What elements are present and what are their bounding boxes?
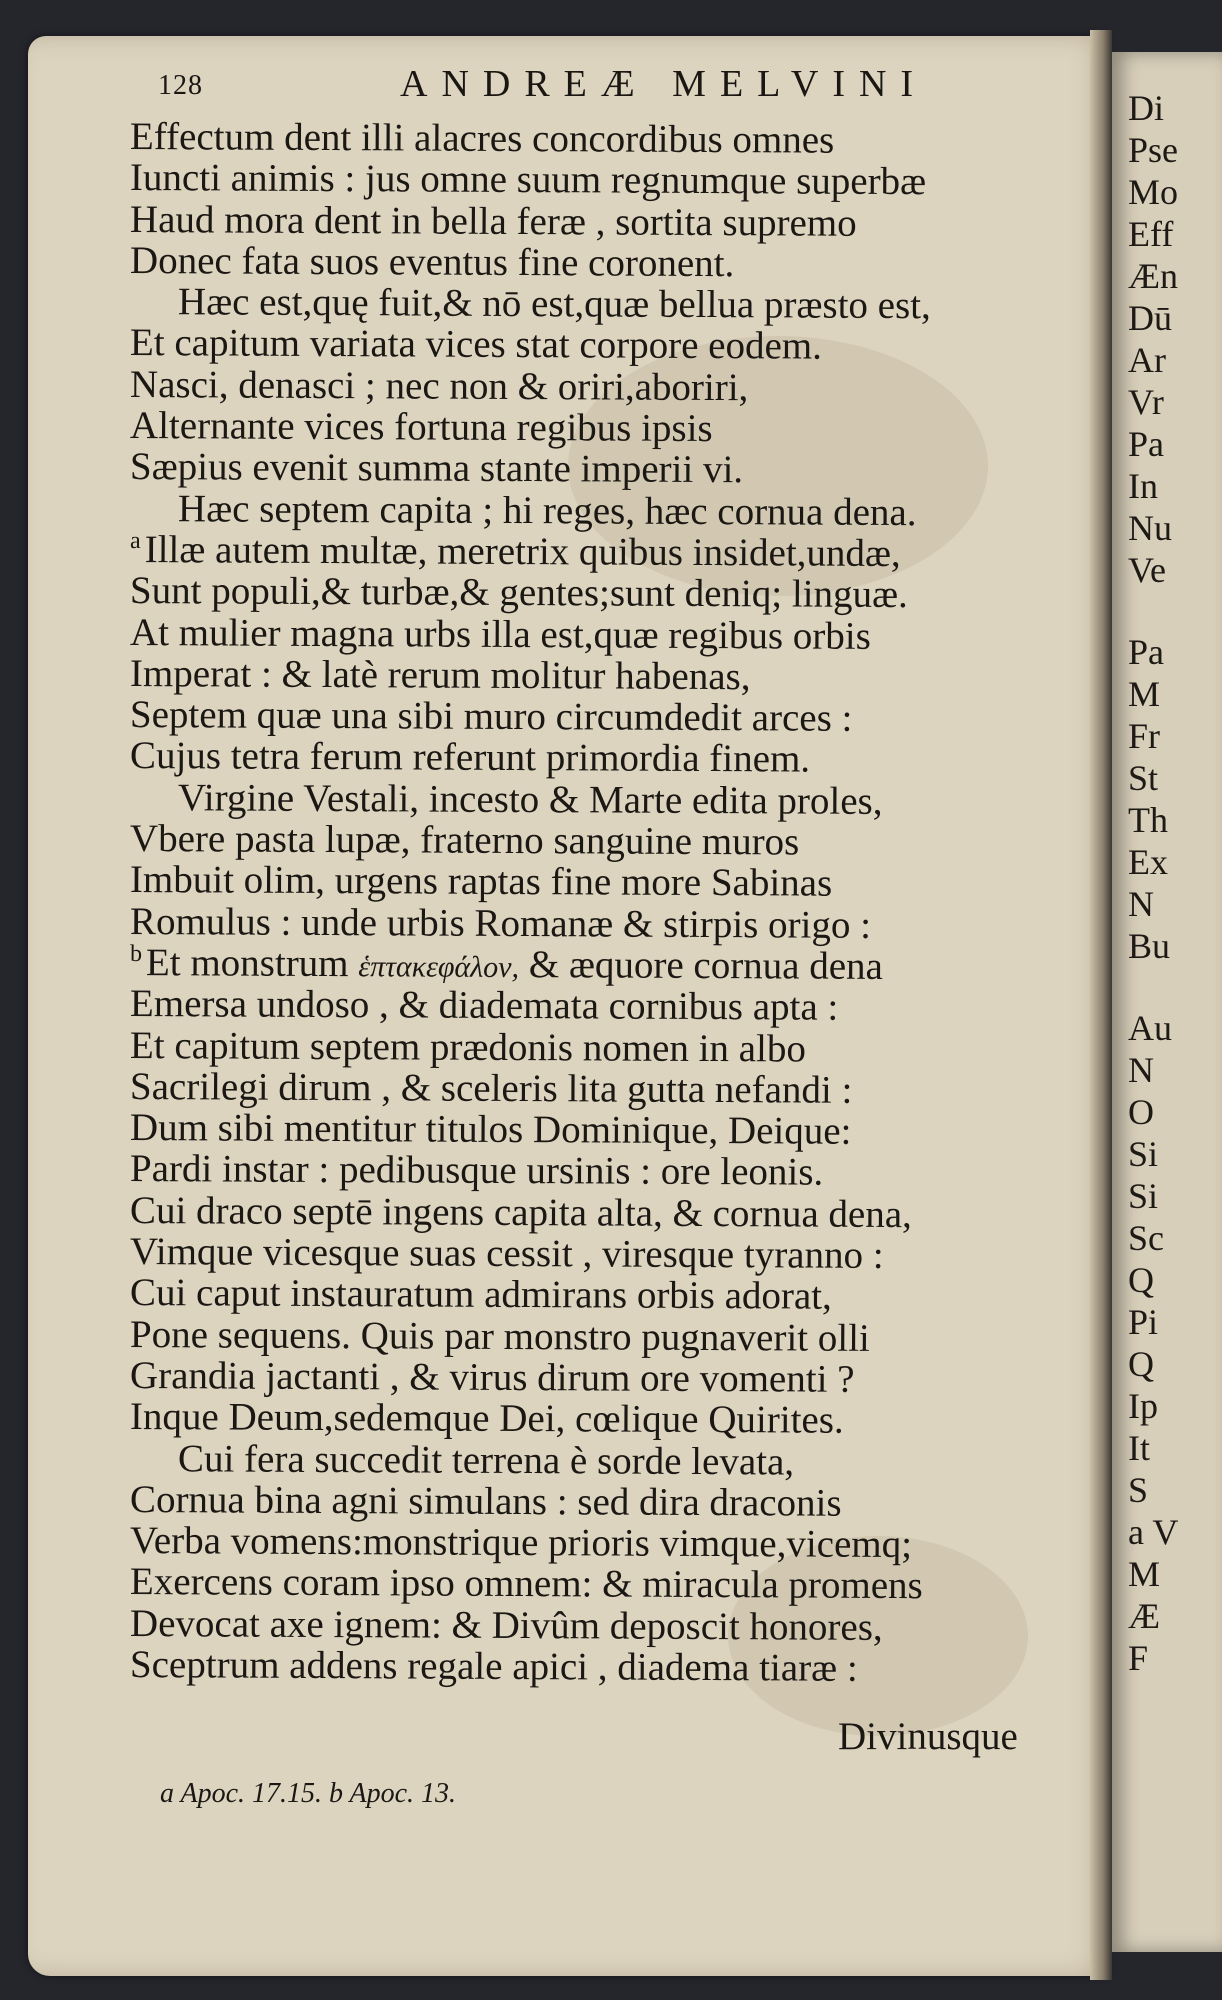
running-title: ANDREÆ MELVINI (400, 63, 928, 105)
facing-page-fragment: a V (1128, 1512, 1179, 1552)
facing-page-fragment: It (1128, 1428, 1150, 1468)
line-text: Alternante vices fortuna regibus ipsis (129, 404, 713, 451)
text-line (130, 529, 1090, 575)
facing-page-fragment: Bu (1128, 926, 1171, 966)
line-text: Romulus : unde urbis Romanæ & stirpis origo : (129, 899, 872, 947)
line-text: Sunt populi,& turbæ,& gentes;sunt deniq; linguæ. (129, 569, 908, 617)
text-line (130, 1272, 1090, 1318)
line-text: Devocat axe ignem: & Divûm deposcit honores, (129, 1601, 883, 1649)
text-line (130, 1190, 1090, 1236)
text-line (130, 983, 1090, 1029)
text-line (130, 694, 1090, 740)
line-text: Sacrilegi dirum , & sceleris lita gutta nefandi : (129, 1064, 853, 1112)
facing-page-fragment: Si (1128, 1134, 1159, 1174)
line-text: Vimque vicesque suas cessit , viresque tyranno : (129, 1230, 884, 1277)
text-line (130, 1479, 1090, 1525)
line-text: Donec fata suos eventus fine coronent. (129, 238, 735, 286)
text-line (130, 1148, 1090, 1194)
text-line (130, 818, 1090, 864)
line-text: Cujus tetra ferum referunt primordia finem. (129, 734, 811, 782)
text-line (130, 488, 1090, 534)
line-text: Pardi instar : pedibusque ursinis : ore leonis. (129, 1147, 824, 1195)
text-line (130, 653, 1090, 699)
facing-page-fragment: Fr (1128, 716, 1161, 756)
line-text: Imbuit olim, urgens raptas fine more Sabinas (129, 858, 833, 906)
line-text: Cornua bina agni simulans : sed dira draconis (129, 1477, 842, 1525)
text-line (130, 446, 1090, 492)
facing-page-fragment: Pi (1128, 1302, 1159, 1342)
facing-page-fragment: Dū (1128, 298, 1172, 338)
facing-page-fragment: In (1128, 466, 1158, 506)
line-text: Sæpius evenit summa stante imperii vi. (129, 445, 744, 492)
line-text: Vbere pasta lupæ, fraterno sanguine muros (129, 817, 800, 864)
text-line (130, 1438, 1090, 1484)
footnotes: a Apoc. 17.15. b Apoc. 13. (160, 1778, 457, 1809)
text-line (130, 1066, 1090, 1112)
facing-page-fragment: Ve (1128, 550, 1166, 590)
line-text: Sceptrum addens regale apici , diadema tiaræ : (129, 1642, 858, 1690)
line-text: Cui fera succedit terrena è sorde levata, (177, 1436, 795, 1483)
line-text: Et monstrum (145, 941, 349, 986)
facing-page-fragment: Di (1128, 88, 1164, 128)
page-number: 128 (158, 70, 203, 101)
page-header (150, 62, 990, 112)
text-line (130, 1314, 1090, 1360)
facing-page-fragment: Vr (1128, 382, 1164, 422)
text-line (130, 364, 1090, 410)
line-text: Virgine Vestali, incesto & Marte edita proles, (177, 776, 883, 823)
text-line (130, 1107, 1090, 1153)
facing-page-fragment: Pa (1128, 632, 1164, 672)
line-text: Effectum dent illi alacres concordibus omnes (129, 115, 835, 162)
text-line (130, 570, 1090, 616)
facing-page-fragment: Q (1128, 1344, 1154, 1384)
text-line (130, 1231, 1090, 1277)
text-line (130, 1025, 1090, 1071)
facing-page-fragment: Ex (1128, 842, 1168, 882)
line-text: Pone sequens. Quis par monstro pugnaverit olli (129, 1312, 870, 1360)
greek-word: ἑπτακεφάλον, (358, 950, 520, 984)
text-line (130, 859, 1090, 905)
note-marker: b (129, 940, 143, 968)
line-text: Illæ autem multæ, meretrix quibus insidet,undæ, (144, 528, 901, 576)
facing-page-fragment: St (1128, 758, 1159, 798)
text-line (130, 1520, 1090, 1566)
facing-page-fragment: S (1128, 1470, 1149, 1510)
text-line (130, 1396, 1090, 1442)
line-text: Cui caput instauratum admirans orbis adorat, (129, 1271, 832, 1318)
text-line (130, 1644, 1090, 1690)
text-line (130, 777, 1090, 823)
text-line (130, 942, 1090, 988)
facing-page-fragment: Eff (1128, 214, 1174, 254)
line-text: Verba vomens:monstrique prioris vimque,vicemq; (129, 1519, 913, 1567)
text-line (130, 901, 1090, 947)
facing-page-fragment: O (1128, 1092, 1154, 1132)
facing-page-fragment: Th (1128, 800, 1168, 840)
line-text: Septem quæ una sibi muro circumdedit arces : (129, 693, 853, 740)
catchword: Divinusque (838, 1715, 1018, 1758)
facing-page-fragment: Si (1128, 1176, 1159, 1216)
text-line (130, 1603, 1090, 1649)
facing-page-fragment: Æn (1128, 256, 1179, 296)
line-text: Nasci, denasci ; nec non & oriri,aboriri, (129, 362, 749, 410)
note-marker: a (129, 527, 141, 555)
line-text: Imperat : & latè rerum molitur habenas, (129, 651, 751, 699)
line-text: Emersa undoso , & diademata cornibus apta : (129, 982, 839, 1029)
facing-page-fragment: N (1128, 1050, 1154, 1090)
text-line (130, 735, 1090, 781)
line-text: Hæc est,quę fuit,& nō est,quæ bellua præsto est, (177, 280, 931, 328)
line-text: Inque Deum,sedemque Dei, cœlique Quirites. (129, 1395, 844, 1442)
facing-page-fragment: Q (1128, 1260, 1154, 1300)
poem-text (129, 115, 1090, 1690)
line-text: At mulier magna urbs illa est,quæ regibus orbis (129, 610, 871, 658)
facing-page-fragment: Sc (1128, 1218, 1164, 1258)
line-text: Hæc septem capita ; hi reges, hæc cornua dena. (177, 486, 917, 534)
text-line (130, 1561, 1090, 1607)
text-line (130, 1355, 1090, 1401)
facing-page-fragment: N (1128, 884, 1154, 924)
facing-page-fragment: Pa (1128, 424, 1164, 464)
facing-page-fragment: Nu (1128, 508, 1172, 548)
line-text: Grandia jactanti , & virus dirum ore vomenti ? (129, 1353, 855, 1401)
facing-page-fragment: Ar (1128, 340, 1166, 380)
text-line (130, 405, 1090, 451)
line-text: Cui draco septē ingens capita alta, & cornua dena, (129, 1188, 912, 1236)
facing-page-edge (1112, 52, 1222, 1952)
line-text: Et capitum variata vices stat corpore eodem. (129, 321, 823, 369)
facing-page-fragment: Ip (1128, 1386, 1158, 1426)
facing-page-fragment: Mo (1128, 172, 1179, 212)
facing-page-fragment: M (1128, 1554, 1161, 1594)
text-line (130, 157, 1090, 203)
text-line (130, 199, 1090, 245)
facing-page-fragment: Æ (1128, 1596, 1161, 1636)
text-line (130, 116, 1090, 162)
facing-page-fragment: M (1128, 674, 1161, 714)
facing-page-fragment: F (1128, 1638, 1149, 1678)
facing-page-fragment: Au (1128, 1008, 1172, 1048)
line-text-continued: & æquore cornua dena (528, 943, 884, 988)
facing-page-fragment: Pse (1128, 130, 1179, 170)
book-gutter (1090, 30, 1112, 1980)
text-line (130, 322, 1090, 368)
text-line (130, 281, 1090, 327)
line-text: Iuncti animis : jus omne suum regnumque superbæ (129, 156, 927, 204)
line-text: Haud mora dent in bella feræ , sortita supremo (129, 197, 857, 245)
text-line (130, 612, 1090, 658)
line-text: Et capitum septem prædonis nomen in albo (129, 1023, 807, 1071)
text-line (130, 240, 1090, 286)
line-text: Dum sibi mentitur titulos Dominique, Deique: (129, 1106, 852, 1153)
line-text: Exercens coram ipso omnem: & miracula promens (129, 1560, 923, 1608)
